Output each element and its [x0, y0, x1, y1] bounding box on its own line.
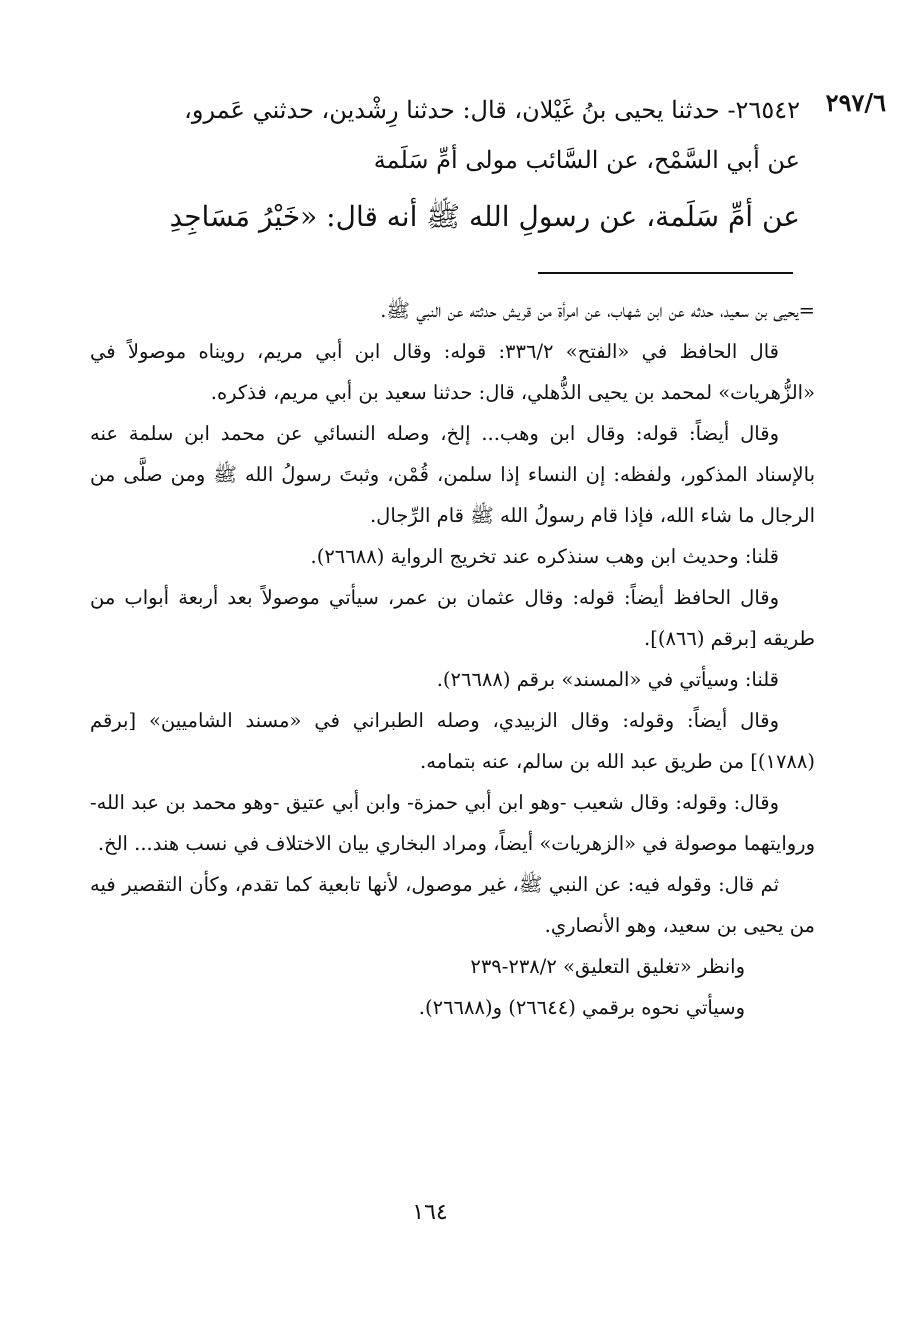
hadith-line: عن أمِّ سَلَمة، عن رسولِ الله ﷺ أنه قال: «خَيْرُ مَسَاجِدِ: [169, 200, 800, 233]
footnotes-section: [90, 290, 815, 1028]
footnote-separator: [538, 272, 793, 274]
footnote-paragraph: ثم قال: وقوله فيه: عن النبي ﷺ، غير موصول، لأنها تابعية كما تقدم، وكأن التقصير فيه من يحيى بن سعيد، وهو الأنصاري.: [90, 873, 815, 937]
footnote-paragraph: وانظر «تغليق التعليق» ٢٣٨/٢-٢٣٩: [470, 955, 745, 978]
hadith-text: [90, 85, 800, 249]
footnote-paragraph: قلنا: وحديث ابن وهب سنذكره عند تخريج الرواية (٢٦٦٨٨).: [310, 545, 779, 568]
page-number: ١٦٤: [412, 1200, 448, 1225]
footnote-paragraph: وسيأتي نحوه برقمي (٢٦٦٤٤) و(٢٦٦٨٨).: [418, 996, 745, 1019]
footnote-paragraph: =يحيى بن سعيد، حدثه عن ابن شهاب، عن امرأة من قريش حدثته عن النبي ﷺ.: [380, 299, 815, 322]
footnote-paragraph: وقال أيضاً: وقوله: وقال الزبيدي، وصله الطبراني في «مسند الشاميين» [برقم (١٧٨٨)] من طريق عبد الله بن سالم، عنه بتمامه.: [90, 709, 815, 773]
footnote-paragraph: وقال الحافظ أيضاً: قوله: وقال عثمان بن عمر، سيأتي موصولاً بعد أربعة أبواب من طريقه [برقم (٨٦٦)].: [90, 586, 815, 650]
footnote-paragraph: وقال أيضاً: قوله: وقال ابن وهب... إلخ، وصله النسائي عن محمد ابن سلمة عنه بالإسناد المذكور، ولفظه: إن النساء إذا سلمن، قُمْن، وثبتَ رسولُ الله ﷺ ومن صلَّى من الرجال ما شاء الله، فإذا قام رسولُ الله ﷺ قام الرِّجال.: [90, 422, 815, 527]
volume-page-reference: ٢٩٧/٦: [825, 88, 886, 117]
hadith-line: عن أبي السَّمْح، عن السَّائب مولى أمِّ سَلَمة: [373, 146, 800, 174]
footnote-paragraph: قلنا: وسيأتي في «المسند» برقم (٢٦٦٨٨).: [436, 668, 779, 691]
hadith-line: ٢٦٥٤٢- حدثنا يحيى بنُ غَيْلان، قال: حدثنا رِشْدين، حدثني عَمرو،: [184, 96, 800, 124]
footnote-paragraph: قال الحافظ في «الفتح» ٣٣٦/٢: قوله: وقال ابن أبي مريم، رويناه موصولاً في «الزُّهريات» لمحمد بن يحيى الذُّهلي، قال: حدثنا سعيد بن أبي مريم، فذكره.: [90, 340, 815, 404]
footnote-paragraph: وقال: وقوله: وقال شعيب -وهو ابن أبي حمزة- وابن أبي عتيق -وهو محمد بن عبد الله- وروايتهما موصولة في «الزهريات» أيضاً، ومراد البخاري بيان الاختلاف في نسب هند... الخ.: [90, 791, 815, 855]
